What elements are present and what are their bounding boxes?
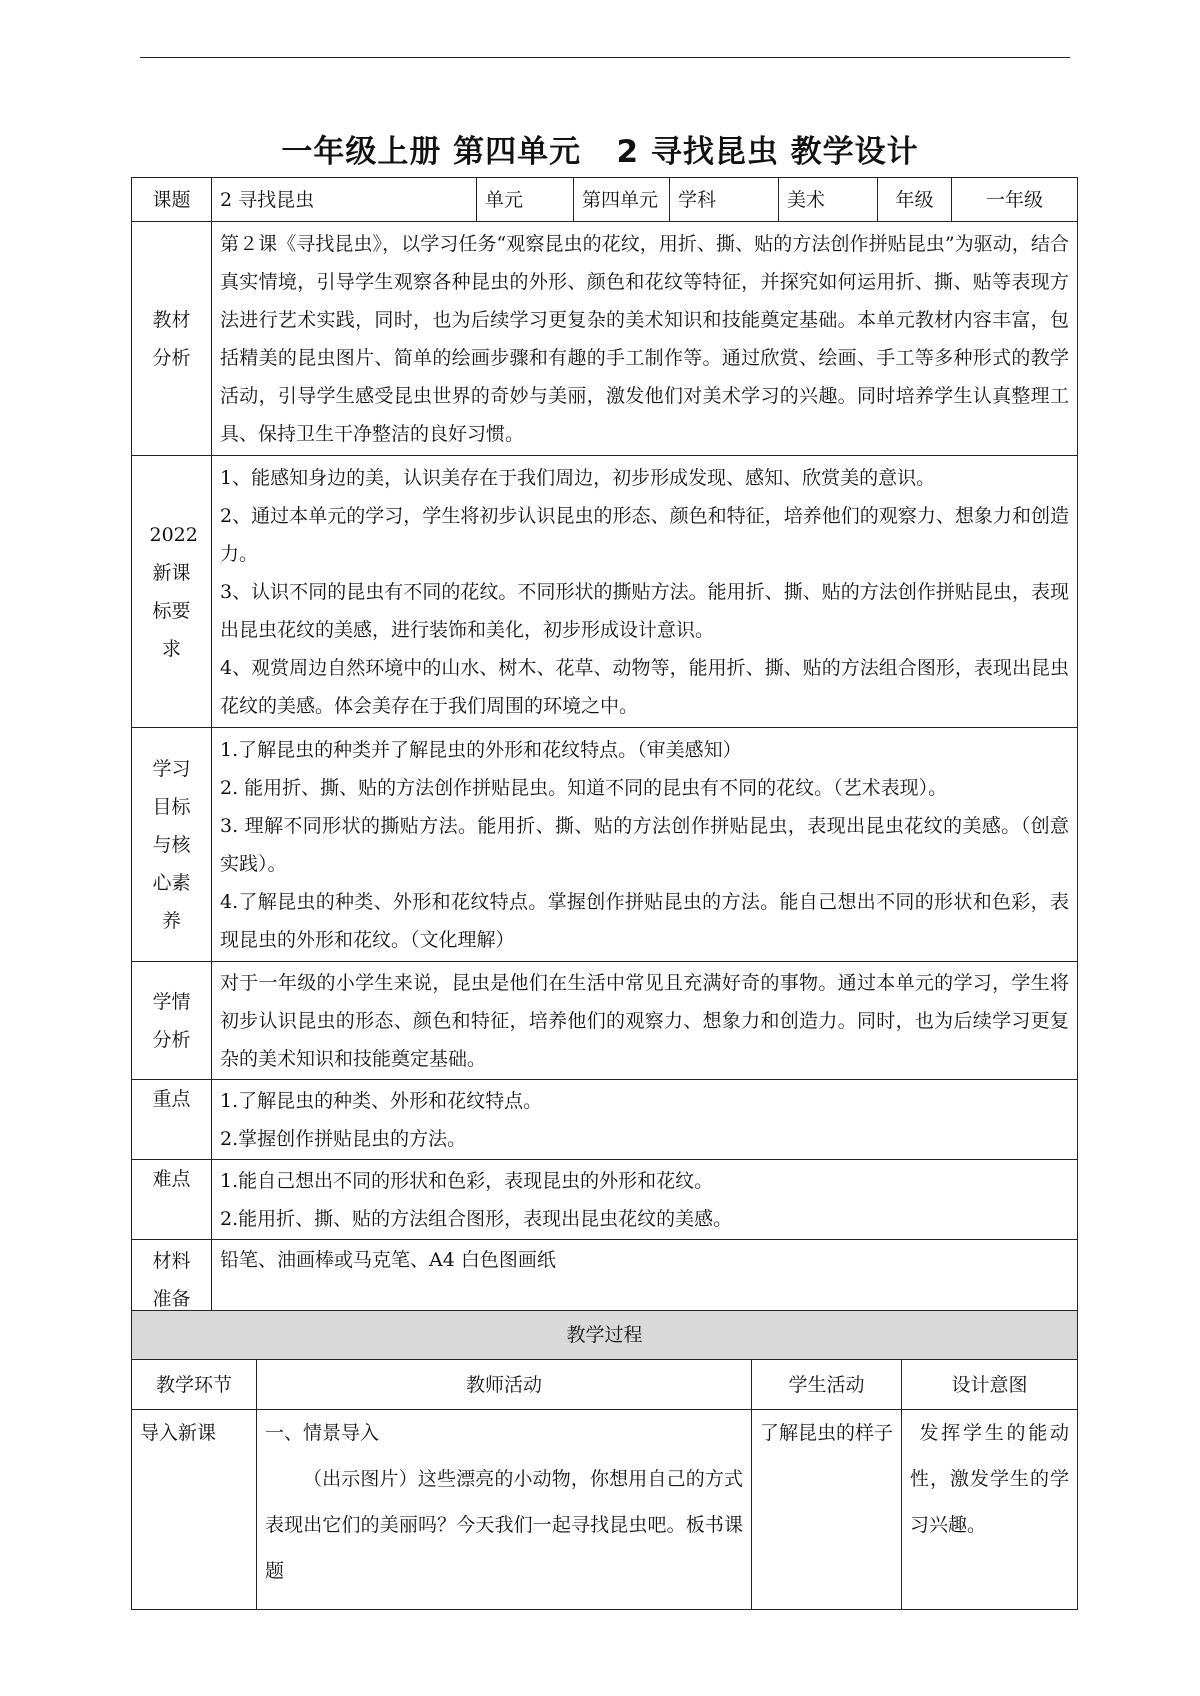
section-content — [212, 1240, 1078, 1320]
label-line: 学情 — [152, 990, 191, 1013]
column-header: 设计意图 — [902, 1360, 1078, 1410]
section-label — [132, 1240, 212, 1320]
process-columns-row — [132, 1360, 1078, 1410]
paragraph: 1、能感知身边的美，认识美存在于我们周边，初步形成发现、感知、欣赏美的意识。 — [220, 466, 936, 489]
process-heading: 教学过程 — [132, 1311, 1078, 1360]
process-heading-row — [132, 1311, 1078, 1360]
column-header: 教师活动 — [257, 1360, 752, 1410]
section-content — [212, 1080, 1078, 1160]
section-label — [132, 1160, 212, 1240]
section-row-learner-analysis — [132, 962, 1078, 1080]
process-row — [132, 1410, 1078, 1610]
paragraph: 1.了解昆虫的种类、外形和花纹特点。 — [220, 1089, 543, 1112]
label-line: 教材 — [152, 308, 191, 331]
section-label — [132, 1080, 212, 1160]
topic-label: 课题 — [132, 178, 212, 222]
stage-cell: 导入新课 — [132, 1410, 257, 1610]
header-rule — [140, 57, 1070, 58]
section-content — [212, 728, 1078, 962]
section-label — [132, 222, 212, 456]
section-label — [132, 962, 212, 1080]
label-line: 难点 — [152, 1168, 191, 1190]
label-line: 准备 — [152, 1287, 191, 1310]
teacher-activity-body: （出示图片）这些漂亮的小动物，你想用自己的方式表现出它们的美丽吗？今天我们一起寻找昆虫吧。板书课题 — [265, 1468, 743, 1582]
teacher-activity-cell — [257, 1410, 752, 1610]
label-line: 学习 — [152, 757, 191, 780]
label-line: 标要 — [152, 599, 191, 622]
label-line: 2022 — [149, 523, 198, 546]
label-line: 新课 — [152, 561, 191, 584]
page-title: 一年级上册 第四单元 2 寻找昆虫 教学设计 — [281, 134, 919, 170]
paragraph: 4.了解昆虫的种类、外形和花纹特点。掌握创作拼贴昆虫的方法。能自己想出不同的形状和色彩，表现昆虫的外形和花纹。（文化理解） — [220, 890, 1069, 951]
label-line: 心素 — [152, 871, 191, 894]
section-row-learning-objectives — [132, 728, 1078, 962]
paragraph: 3. 理解不同形状的撕贴方法。能用折、撕、贴的方法创作拼贴昆虫，表现出昆虫花纹的美感。（创意实践）。 — [220, 814, 1069, 875]
section-row-key-points — [132, 1080, 1078, 1160]
section-row-textbook-analysis — [132, 222, 1078, 456]
unit-value: 第四单元 — [574, 178, 670, 222]
teaching-process-table — [131, 1310, 1078, 1610]
info-row — [132, 178, 1078, 222]
paragraph: 4、观赏周边自然环境中的山水、树木、花草、动物等，能用折、撕、贴的方法组合图形，表现出昆虫花纹的美感。体会美存在于我们周围的环境之中。 — [220, 656, 1069, 717]
section-row-curriculum-standards — [132, 456, 1078, 728]
paragraph: 2.掌握创作拼贴昆虫的方法。 — [220, 1127, 467, 1150]
paragraph: 1.了解昆虫的种类并了解昆虫的外形和花纹特点。（审美感知） — [220, 738, 742, 761]
student-activity-cell: 了解昆虫的样子 — [752, 1410, 902, 1610]
section-label — [132, 456, 212, 728]
label-line: 材料 — [152, 1249, 191, 1272]
unit-label: 单元 — [477, 178, 574, 222]
paragraph: 铅笔、油画棒或马克笔、A4 白色图画纸 — [220, 1249, 556, 1271]
label-line: 与核 — [152, 833, 191, 856]
section-content — [212, 222, 1078, 456]
label-line: 养 — [161, 909, 181, 932]
paragraph: 2.能用折、撕、贴的方法组合图形，表现出昆虫花纹的美感。 — [220, 1207, 733, 1230]
paragraph: 3、认识不同的昆虫有不同的花纹。不同形状的撕贴方法。能用折、撕、贴的方法创作拼贴昆虫，表现出昆虫花纹的美感，进行装饰和美化，初步形成设计意识。 — [220, 580, 1069, 641]
label-line: 分析 — [152, 1028, 191, 1051]
grade-label: 年级 — [878, 178, 952, 222]
paragraph: 2. 能用折、撕、贴的方法创作拼贴昆虫。知道不同的昆虫有不同的花纹。（艺术表现）。 — [220, 776, 948, 799]
column-header: 教学环节 — [132, 1360, 257, 1410]
topic-value: 2 寻找昆虫 — [212, 178, 477, 222]
lesson-info-table — [131, 177, 1078, 1320]
paragraph: 2、通过本单元的学习，学生将初步认识昆虫的形态、颜色和特征，培养他们的观察力、想象力和创造力。 — [220, 504, 1069, 565]
section-label — [132, 728, 212, 962]
subject-label: 学科 — [670, 178, 779, 222]
paragraph: 对于一年级的小学生来说，昆虫是他们在生活中常见且充满好奇的事物。通过本单元的学习，学生将初步认识昆虫的形态、颜色和特征，培养他们的观察力、想象力和创造力。同时，也为后续学习更复杂的美术知识和技能奠定基础。 — [220, 971, 1069, 1070]
label-line: 目标 — [152, 795, 191, 818]
section-row-materials — [132, 1240, 1078, 1320]
label-line: 分析 — [152, 346, 191, 369]
design-intent-cell: 发挥学生的能动性，激发学生的学习兴趣。 — [902, 1410, 1078, 1610]
label-line: 重点 — [152, 1088, 191, 1110]
paragraph: 1.能自己想出不同的形状和色彩，表现昆虫的外形和花纹。 — [220, 1169, 714, 1192]
paragraph: 第２课《寻找昆虫》，以学习任务“观察昆虫的花纹，用折、撕、贴的方法创作拼贴昆虫”为驱动，结合真实情境，引导学生观察各种昆虫的外形、颜色和花纹等特征，并探究如何运用折、撕、贴等表现方法进行艺术实践，同时，也为后续学习更复杂的美术知识和技能奠定基础。本单元教材内容丰富，包括精美的昆虫图片、简单的绘画步骤和有趣的手工制作等。通过欣赏、绘画、手工等多种形式的教学活动，引导学生感受昆虫世界的奇妙与美丽，激发他们对美术学习的兴趣。同时培养学生认真整理工具、保持卫生干净整洁的良好习惯。 — [220, 232, 1069, 445]
label-line: 求 — [161, 637, 181, 660]
subject-value: 美术 — [779, 178, 878, 222]
section-content — [212, 456, 1078, 728]
section-content — [212, 962, 1078, 1080]
section-row-difficulties — [132, 1160, 1078, 1240]
column-header: 学生活动 — [752, 1360, 902, 1410]
grade-value: 一年级 — [952, 178, 1078, 222]
section-content — [212, 1160, 1078, 1240]
teacher-activity-title: 一、情景导入 — [265, 1422, 380, 1444]
